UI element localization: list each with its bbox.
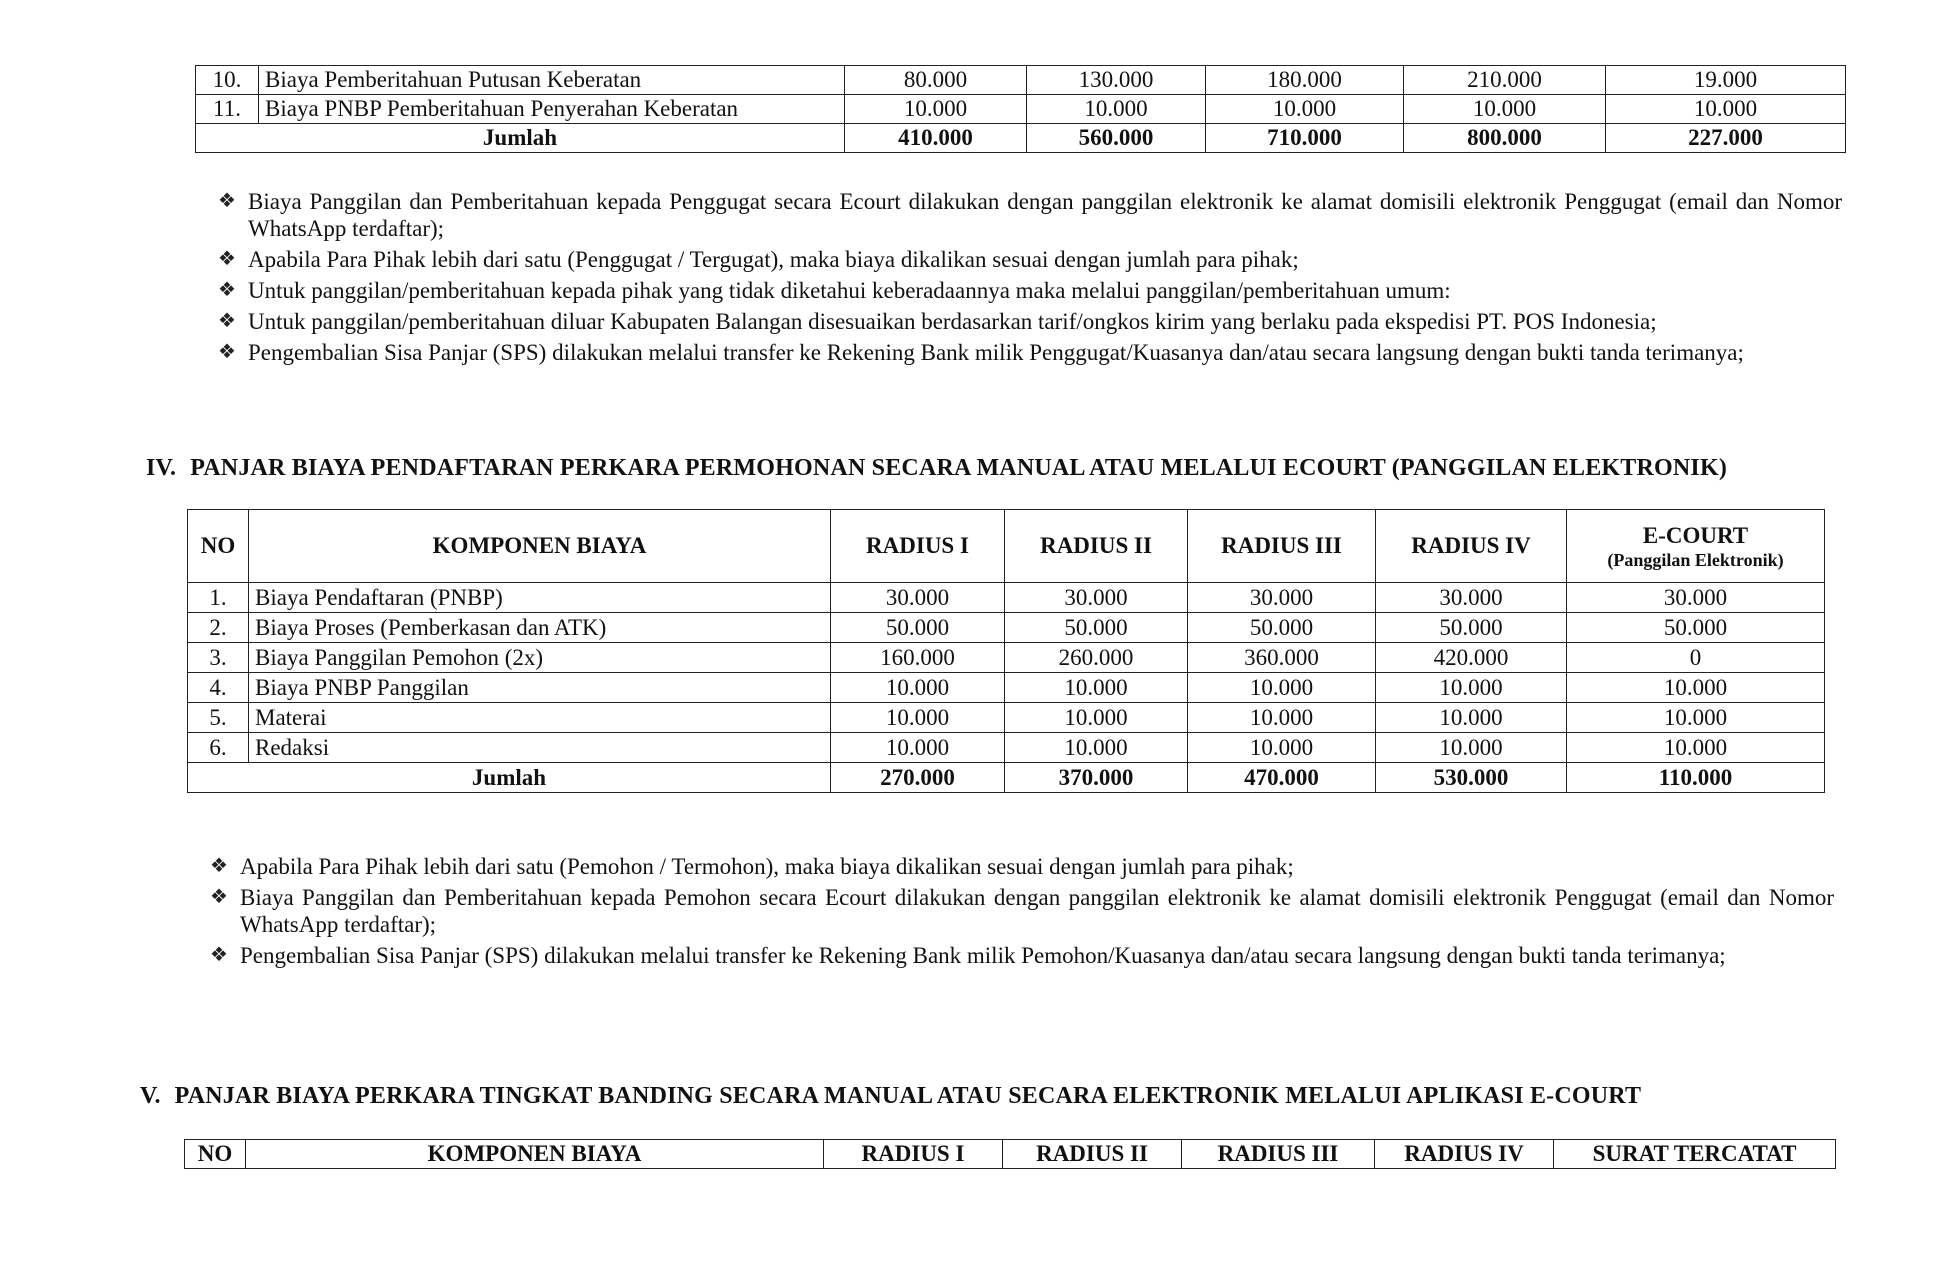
row-number: 2. bbox=[188, 613, 249, 643]
diamond-bullet-icon: ❖ bbox=[218, 279, 236, 301]
total-radius-1: 270.000 bbox=[831, 763, 1005, 793]
component-name: Biaya Panggilan Pemohon (2x) bbox=[249, 643, 831, 673]
note-text: Pengembalian Sisa Panjar (SPS) dilakukan melalui transfer ke Rekening Bank milik Penggugat/Kuasanya dan/atau secara langsung dengan bukti tanda terimanya; bbox=[248, 340, 1744, 365]
note-text: Pengembalian Sisa Panjar (SPS) dilakukan melalui transfer ke Rekening Bank milik Pemohon/Kuasanya dan/atau secara langsung dengan bukti tanda terimanya; bbox=[240, 943, 1726, 968]
radius-2-value: 10.000 bbox=[1005, 703, 1188, 733]
row-number: 6. bbox=[188, 733, 249, 763]
component-name: Materai bbox=[249, 703, 831, 733]
radius-4-value: 210.000 bbox=[1404, 66, 1606, 95]
diamond-bullet-icon: ❖ bbox=[218, 341, 236, 363]
header-radius-1: RADIUS I bbox=[831, 510, 1005, 583]
header-no: NO bbox=[185, 1140, 246, 1169]
header-ecourt bbox=[1567, 510, 1825, 583]
header-radius-3: RADIUS III bbox=[1188, 510, 1376, 583]
radius-4-value: 10.000 bbox=[1404, 95, 1606, 124]
component-name: Biaya Pendaftaran (PNBP) bbox=[249, 583, 831, 613]
note-text: Untuk panggilan/pemberitahuan kepada pihak yang tidak diketahui keberadaannya maka melalui panggilan/pemberitahuan umum: bbox=[248, 278, 1451, 303]
component-name: Biaya PNBP Panggilan bbox=[249, 673, 831, 703]
total-ecourt: 227.000 bbox=[1606, 124, 1846, 153]
row-number: 11. bbox=[196, 95, 259, 124]
radius-2-value: 30.000 bbox=[1005, 583, 1188, 613]
header-radius-1: RADIUS I bbox=[824, 1140, 1003, 1169]
component-name: Biaya PNBP Pemberitahuan Penyerahan Keberatan bbox=[259, 95, 845, 124]
table-header-row bbox=[185, 1140, 1836, 1169]
radius-3-value: 180.000 bbox=[1206, 66, 1404, 95]
total-radius-4: 800.000 bbox=[1404, 124, 1606, 153]
radius-2-value: 130.000 bbox=[1027, 66, 1206, 95]
diamond-bullet-icon: ❖ bbox=[210, 855, 228, 877]
list-item bbox=[198, 884, 1834, 938]
total-label: Jumlah bbox=[188, 763, 831, 793]
header-ecourt-title: E-COURT bbox=[1642, 523, 1749, 548]
ecourt-value: 0 bbox=[1567, 643, 1825, 673]
radius-1-value: 10.000 bbox=[845, 95, 1027, 124]
note-text: Apabila Para Pihak lebih dari satu (Penggugat / Tergugat), maka biaya dikalikan sesuai dengan jumlah para pihak; bbox=[248, 247, 1299, 272]
component-name: Biaya Proses (Pemberkasan dan ATK) bbox=[249, 613, 831, 643]
total-radius-3: 470.000 bbox=[1188, 763, 1376, 793]
radius-3-value: 10.000 bbox=[1206, 95, 1404, 124]
list-item bbox=[206, 277, 1842, 304]
section-number: IV. bbox=[146, 455, 177, 481]
row-number: 3. bbox=[188, 643, 249, 673]
radius-1-value: 50.000 bbox=[831, 613, 1005, 643]
radius-2-value: 10.000 bbox=[1005, 673, 1188, 703]
radius-2-value: 50.000 bbox=[1005, 613, 1188, 643]
row-number: 10. bbox=[196, 66, 259, 95]
table-row bbox=[196, 66, 1846, 95]
radius-4-value: 10.000 bbox=[1376, 673, 1567, 703]
ecourt-value: 10.000 bbox=[1567, 673, 1825, 703]
diamond-bullet-icon: ❖ bbox=[210, 944, 228, 966]
ecourt-value: 10.000 bbox=[1567, 703, 1825, 733]
header-komponen: KOMPONEN BIAYA bbox=[246, 1140, 824, 1169]
radius-3-value: 10.000 bbox=[1188, 703, 1376, 733]
header-surat-tercatat: SURAT TERCATAT bbox=[1554, 1140, 1836, 1169]
list-item bbox=[206, 308, 1842, 335]
header-radius-3: RADIUS III bbox=[1182, 1140, 1375, 1169]
note-text: Untuk panggilan/pemberitahuan diluar Kabupaten Balangan disesuaikan berdasarkan tarif/ongkos kirim yang berlaku pada ekspedisi PT. POS Indonesia; bbox=[248, 309, 1657, 334]
table-row bbox=[196, 95, 1846, 124]
header-no: NO bbox=[188, 510, 249, 583]
list-item bbox=[198, 853, 1834, 880]
total-ecourt: 110.000 bbox=[1567, 763, 1825, 793]
note-text: Biaya Panggilan dan Pemberitahuan kepada Pemohon secara Ecourt dilakukan dengan panggilan elektronik ke alamat domisili elektronik Penggugat (email dan Nomor WhatsApp terdaftar); bbox=[240, 885, 1834, 937]
note-text: Apabila Para Pihak lebih dari satu (Pemohon / Termohon), maka biaya dikalikan sesuai dengan jumlah para pihak; bbox=[240, 854, 1294, 879]
component-name: Biaya Pemberitahuan Putusan Keberatan bbox=[259, 66, 845, 95]
table-header-row bbox=[188, 510, 1825, 583]
section-heading bbox=[140, 1083, 1641, 1110]
total-radius-2: 560.000 bbox=[1027, 124, 1206, 153]
header-radius-2: RADIUS II bbox=[1003, 1140, 1182, 1169]
header-radius-4: RADIUS IV bbox=[1375, 1140, 1554, 1169]
radius-4-value: 10.000 bbox=[1376, 733, 1567, 763]
ecourt-value: 10.000 bbox=[1606, 95, 1846, 124]
fee-table-continued bbox=[195, 65, 1846, 153]
radius-4-value: 10.000 bbox=[1376, 703, 1567, 733]
radius-1-value: 10.000 bbox=[831, 703, 1005, 733]
note-text: Biaya Panggilan dan Pemberitahuan kepada Penggugat secara Ecourt dilakukan dengan panggilan elektronik ke alamat domisili elektronik Penggugat (email dan Nomor WhatsApp terdaftar); bbox=[248, 189, 1842, 241]
radius-3-value: 50.000 bbox=[1188, 613, 1376, 643]
notes-list bbox=[206, 188, 1842, 370]
radius-3-value: 10.000 bbox=[1188, 673, 1376, 703]
row-number: 4. bbox=[188, 673, 249, 703]
table-row bbox=[188, 733, 1825, 763]
header-ecourt-subtitle: (Panggilan Elektronik) bbox=[1607, 550, 1784, 570]
fee-table-permohonan bbox=[187, 509, 1825, 793]
radius-4-value: 420.000 bbox=[1376, 643, 1567, 673]
radius-4-value: 30.000 bbox=[1376, 583, 1567, 613]
table-row bbox=[188, 673, 1825, 703]
ecourt-value: 50.000 bbox=[1567, 613, 1825, 643]
diamond-bullet-icon: ❖ bbox=[210, 886, 228, 908]
list-item bbox=[206, 339, 1842, 366]
header-radius-4: RADIUS IV bbox=[1376, 510, 1567, 583]
diamond-bullet-icon: ❖ bbox=[218, 190, 236, 212]
total-radius-3: 710.000 bbox=[1206, 124, 1404, 153]
section-heading bbox=[146, 455, 1727, 482]
radius-3-value: 30.000 bbox=[1188, 583, 1376, 613]
radius-1-value: 10.000 bbox=[831, 733, 1005, 763]
fee-table-banding bbox=[184, 1139, 1836, 1169]
section-number: V. bbox=[140, 1083, 161, 1109]
ecourt-value: 10.000 bbox=[1567, 733, 1825, 763]
notes-list bbox=[198, 853, 1834, 973]
radius-2-value: 10.000 bbox=[1027, 95, 1206, 124]
list-item bbox=[206, 246, 1842, 273]
radius-4-value: 50.000 bbox=[1376, 613, 1567, 643]
table-row bbox=[188, 583, 1825, 613]
radius-3-value: 360.000 bbox=[1188, 643, 1376, 673]
radius-2-value: 260.000 bbox=[1005, 643, 1188, 673]
diamond-bullet-icon: ❖ bbox=[218, 248, 236, 270]
total-label: Jumlah bbox=[196, 124, 845, 153]
total-row bbox=[196, 124, 1846, 153]
table-row bbox=[188, 703, 1825, 733]
section-title: PANJAR BIAYA PENDAFTARAN PERKARA PERMOHONAN SECARA MANUAL ATAU MELALUI ECOURT (PANGGILAN ELEKTRONIK) bbox=[190, 455, 1728, 481]
header-komponen: KOMPONEN BIAYA bbox=[249, 510, 831, 583]
radius-1-value: 30.000 bbox=[831, 583, 1005, 613]
table-row bbox=[188, 613, 1825, 643]
total-radius-2: 370.000 bbox=[1005, 763, 1188, 793]
row-number: 5. bbox=[188, 703, 249, 733]
component-name: Redaksi bbox=[249, 733, 831, 763]
radius-1-value: 80.000 bbox=[845, 66, 1027, 95]
radius-2-value: 10.000 bbox=[1005, 733, 1188, 763]
list-item bbox=[206, 188, 1842, 242]
table-row bbox=[188, 643, 1825, 673]
radius-3-value: 10.000 bbox=[1188, 733, 1376, 763]
ecourt-value: 30.000 bbox=[1567, 583, 1825, 613]
total-radius-4: 530.000 bbox=[1376, 763, 1567, 793]
diamond-bullet-icon: ❖ bbox=[218, 310, 236, 332]
radius-1-value: 160.000 bbox=[831, 643, 1005, 673]
radius-1-value: 10.000 bbox=[831, 673, 1005, 703]
list-item bbox=[198, 942, 1834, 969]
total-radius-1: 410.000 bbox=[845, 124, 1027, 153]
section-title: PANJAR BIAYA PERKARA TINGKAT BANDING SECARA MANUAL ATAU SECARA ELEKTRONIK MELALUI APLIKASI E-COURT bbox=[174, 1083, 1642, 1109]
row-number: 1. bbox=[188, 583, 249, 613]
header-radius-2: RADIUS II bbox=[1005, 510, 1188, 583]
total-row bbox=[188, 763, 1825, 793]
ecourt-value: 19.000 bbox=[1606, 66, 1846, 95]
